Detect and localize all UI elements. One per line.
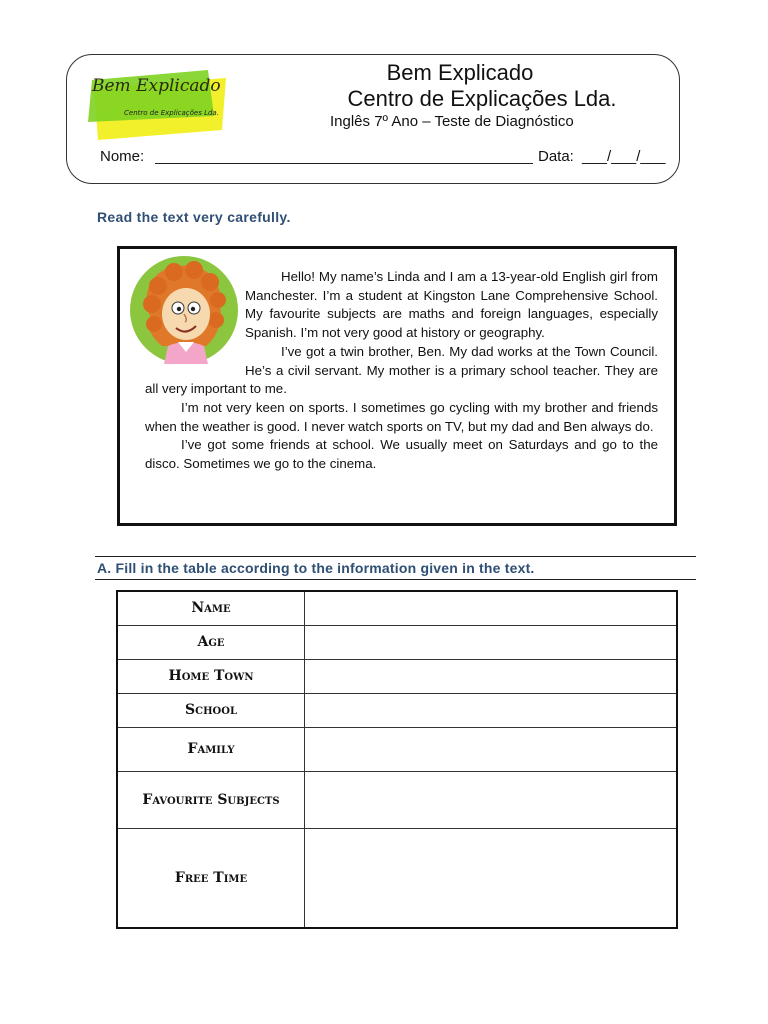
info-table xyxy=(116,590,678,929)
section-a-heading-text: A. Fill in the table according to the information given in the text. xyxy=(97,560,535,576)
table-row xyxy=(117,659,677,693)
answer-cell-free-time[interactable] xyxy=(305,828,678,928)
name-label: Nome: xyxy=(100,148,145,165)
logo-text: Bem Explicado xyxy=(92,76,221,96)
table-row xyxy=(117,828,677,928)
table-row xyxy=(117,693,677,727)
logo xyxy=(88,70,228,130)
table-row xyxy=(117,771,677,828)
passage-paragraph: Hello! My name’s Linda and I am a 13-year-old English girl from Manchester. I’m a student at Kingston Lane Comprehensive School. My favourite subjects are maths and foreign languages, especially Spanish. I’m not very good at history or geography. xyxy=(245,269,658,341)
reading-passage xyxy=(145,268,658,474)
answer-cell-name[interactable] xyxy=(305,591,678,625)
answer-cell-school[interactable] xyxy=(305,693,678,727)
date-label: Data: xyxy=(538,148,574,165)
row-label-family: Family xyxy=(117,727,305,771)
avatar-spacer xyxy=(145,268,245,364)
table-row xyxy=(117,727,677,771)
answer-cell-family[interactable] xyxy=(305,727,678,771)
passage-paragraph: I’m not very keen on sports. I sometimes go cycling with my brother and friends when the weather is good. I never watch sports on TV, but my dad and Ben always do. xyxy=(145,399,658,434)
logo-subtext: Centro de Explicações Lda. xyxy=(124,109,219,117)
passage-paragraph: I’ve got a twin brother, Ben. My dad works at the Town Council. He’s a civil servant. My mother is a primary school teacher. They are all very important to me. xyxy=(145,343,658,397)
name-field[interactable] xyxy=(155,163,533,164)
header-title: Bem Explicado xyxy=(386,60,534,85)
row-label-age: Age xyxy=(117,625,305,659)
table-row xyxy=(117,591,677,625)
answer-cell-favourite-subjects[interactable] xyxy=(305,771,678,828)
row-label-name: Name xyxy=(117,591,305,625)
table-row xyxy=(117,625,677,659)
date-field[interactable]: ___/___/___ xyxy=(582,148,666,165)
section-a-heading xyxy=(95,556,696,580)
reading-instruction: Read the text very carefully. xyxy=(97,209,291,225)
answer-cell-home-town[interactable] xyxy=(305,659,678,693)
row-label-favourite-subjects: Favourite Subjects xyxy=(117,771,305,828)
header-company: Centro de Explicações Lda. xyxy=(347,86,617,111)
answer-cell-age[interactable] xyxy=(305,625,678,659)
passage-paragraph: I’ve got some friends at school. We usually meet on Saturdays and go to the disco. Sometimes we go to the cinema. xyxy=(145,437,658,472)
row-label-home-town: Home Town xyxy=(117,659,305,693)
row-label-school: School xyxy=(117,693,305,727)
row-label-free-time: Free Time xyxy=(117,828,305,928)
header-subtitle: Inglês 7º Ano – Teste de Diagnóstico xyxy=(330,113,574,130)
